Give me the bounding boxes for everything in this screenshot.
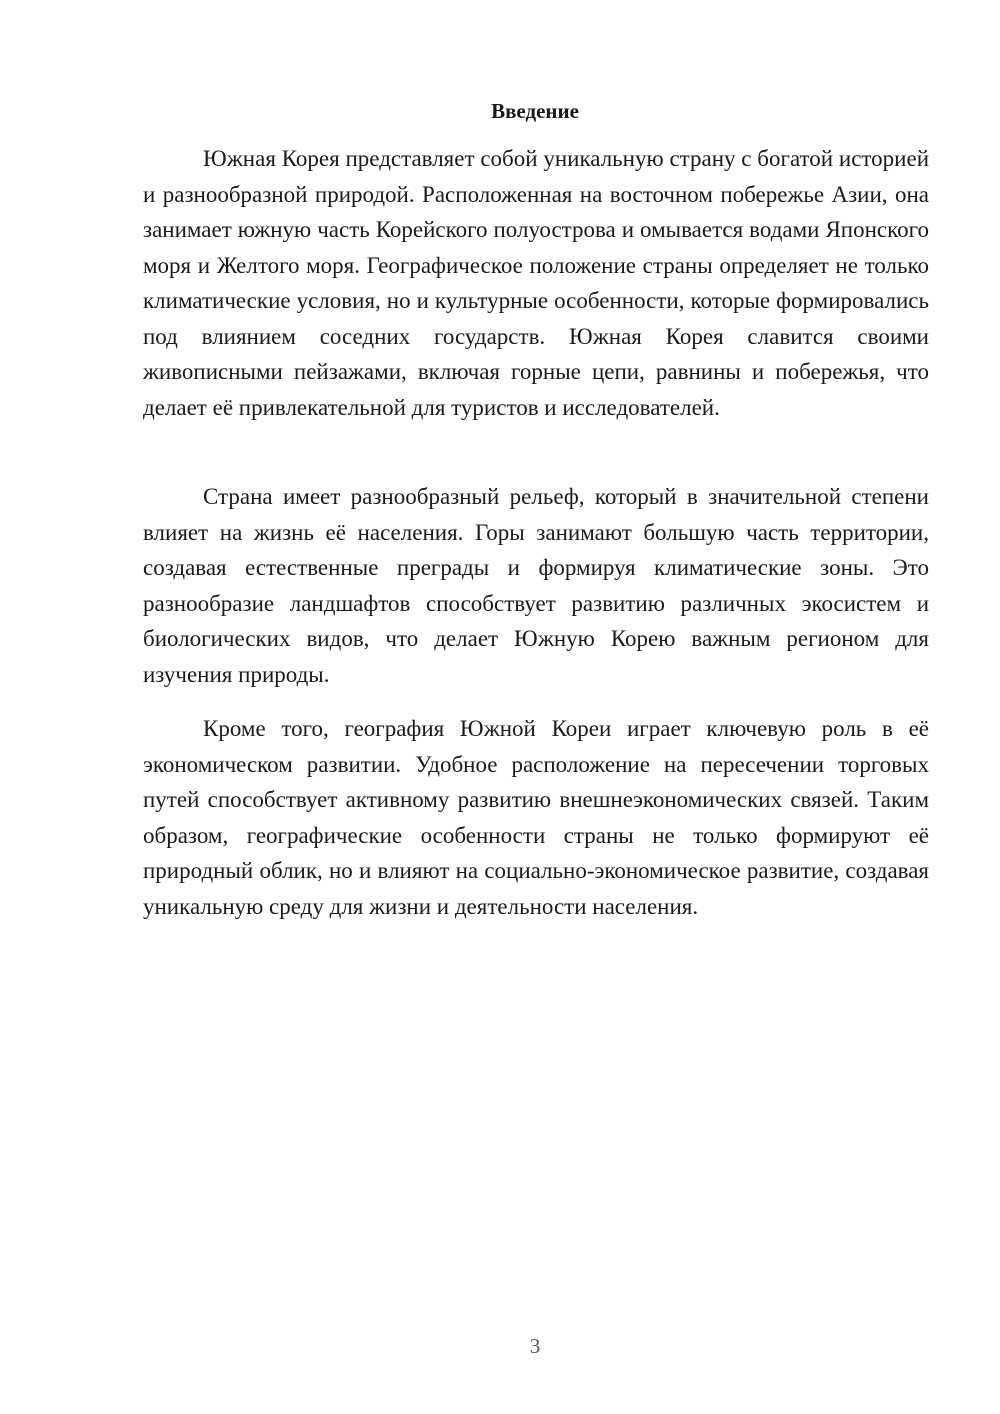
page-number: 3 [529, 1334, 541, 1358]
paragraph-relief: Страна имеет разнообразный рельеф, который в значительной степени влияет на жизнь её населения. Горы занимают большую часть территории, создавая естественные преграды и формируя климатические зоны. Это разнообразие ландшафтов способствует развитию различных экосистем и биологических видов, что делает Южную Корею важным регионом для изучения природы. [143, 484, 929, 687]
paragraph-intro: Южная Корея представляет собой уникальную страну с богатой историей и разнообразной природой. Расположенная на восточном побережье Азии, она занимает южную часть Корейского полуострова и омывается водами Японского моря и Желтого моря. Географическое положение страны определяет не только климатические условия, но и культурные особенности, которые формировались под влиянием соседних государств. Южная Корея славится своими живописными пейзажами, включая горные цепи, равнины и побережья, что делает её привлекательной для туристов и исследователей. [143, 146, 929, 420]
section-heading: Введение [491, 99, 579, 123]
paragraph-economy: Кроме того, география Южной Кореи играет ключевую роль в её экономическом развитии. Удобное расположение на пересечении торговых путей способствует активному развитию внешнеэкономических связей. Таким образом, географические особенности страны не только формируют её природный облик, но и влияют на социально-экономическое развитие, создавая уникальную среду для жизни и деятельности населения. [143, 716, 929, 919]
